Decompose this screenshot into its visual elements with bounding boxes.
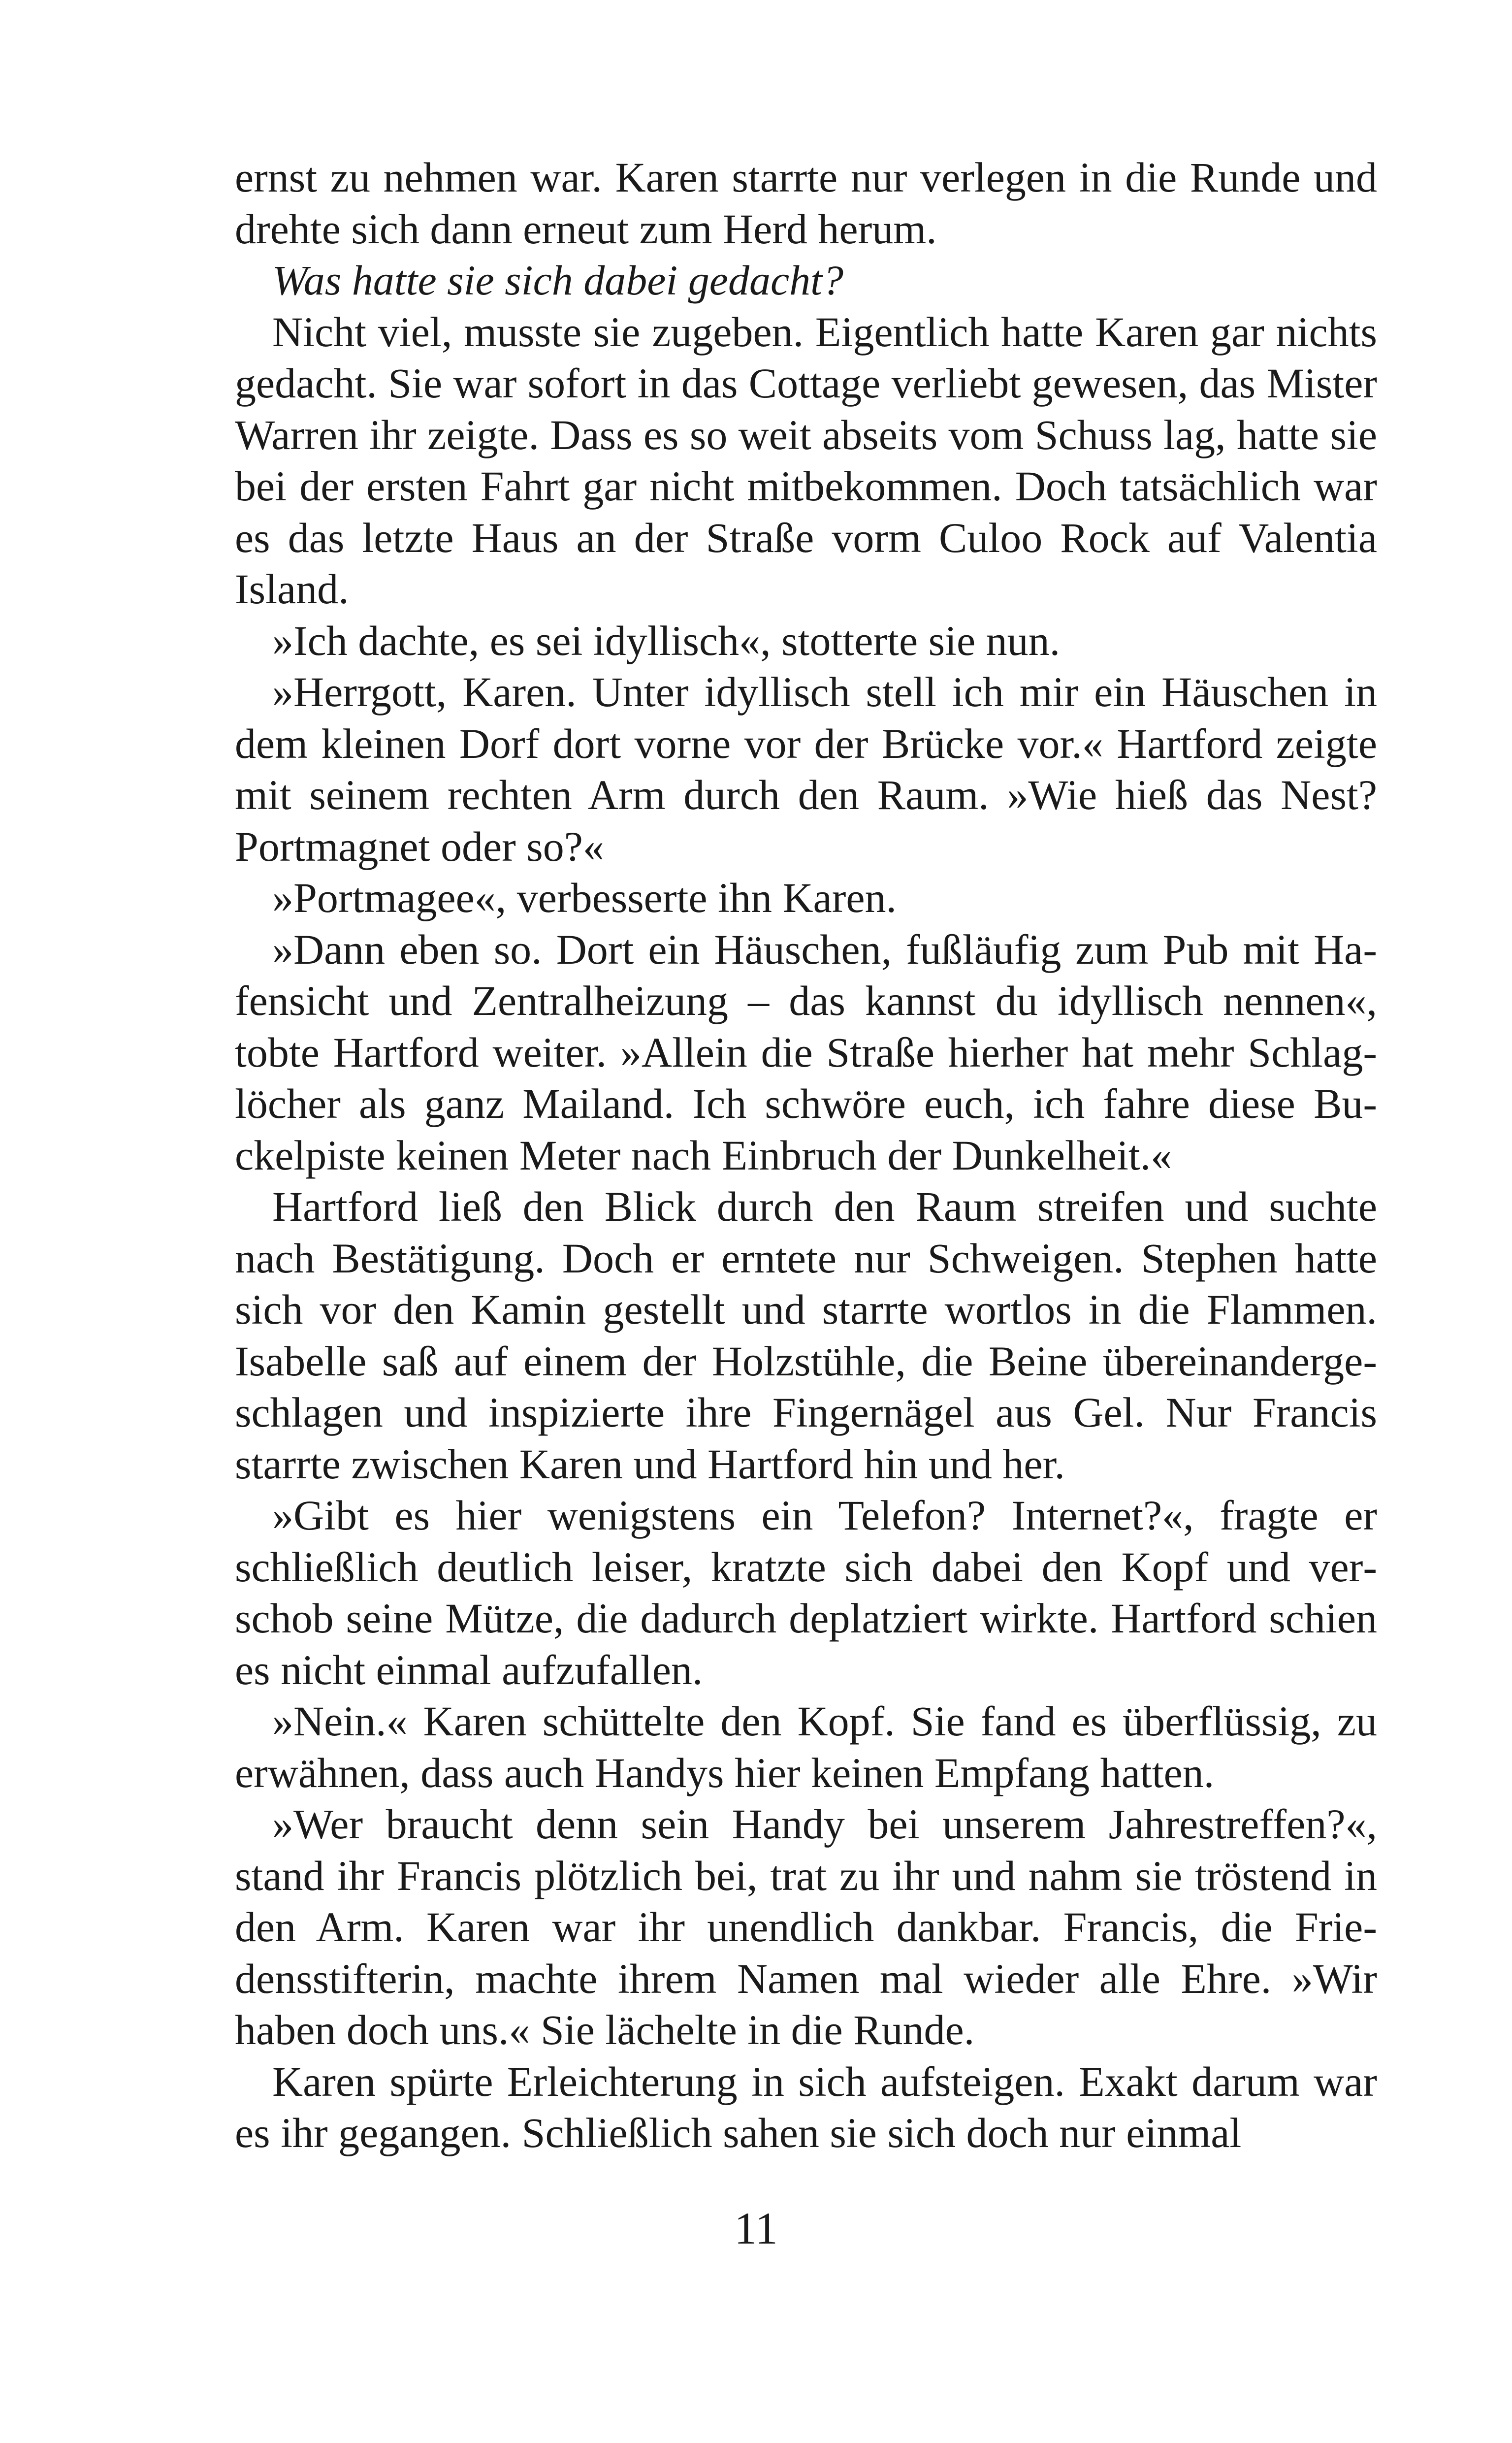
paragraph: »Herrgott, Karen. Unter idyllisch stell ich mir ein Häuschen in dem kleinen Dorf dort vorne vor der Brücke vor.« Hartford zeigte mit seinem rechten Arm durch den Raum. »Wie hieß das Nest? Portmagnet oder so?« [235, 668, 1377, 870]
page-number: 11 [734, 2203, 778, 2253]
paragraph: »Wer braucht denn sein Handy bei unserem Jahrestreffen?«, stand ihr Francis plötzlich bei, trat zu ihr und nahm sie tröstend in den Arm. Karen war ihr unendlich dankbar. Francis, die Friedensstifterin, machte ihrem Namen mal wieder alle Ehre. »Wir haben doch uns.« Sie lächelte in die Runde. [235, 1800, 1377, 2053]
paragraph: »Gibt es hier wenigstens ein Telefon? Internet?«, fragte er schließlich deutlich leiser, kratzte sich dabei den Kopf und verschob seine Mütze, die dadurch deplatziert wirkte. Hartford schien es nicht einmal aufzufallen. [235, 1492, 1377, 1694]
paragraph: »Nein.« Karen schüttelte den Kopf. Sie fand es überflüssig, zu erwähnen, dass auch Handys hier keinen Empfang hatten. [235, 1697, 1377, 1796]
paragraph: »Ich dachte, es sei idyllisch«, stotterte sie nun. [272, 617, 1061, 664]
paragraph: Karen spürte Erleichterung in sich aufsteigen. Exakt darum war es ihr gegangen. Schließlich sahen sie sich doch nur einmal [235, 2057, 1377, 2156]
paragraph: Nicht viel, musste sie zugeben. Eigentlich hatte Karen gar nichts gedacht. Sie war sofort in das Cottage verliebt gewesen, das Mister Warren ihr zeigte. Dass es so weit abseits vom Schuss lag, hatte sie bei der ersten Fahrt gar nicht mitbekommen. Doch tatsächlich war es das letzte Haus an der Straße vorm Culoo Rock auf Valentia Island. [235, 308, 1377, 613]
paragraph: »Dann eben so. Dort ein Häuschen, fußläufig zum Pub mit Hafensicht und Zentralheizung – das kannst du idyllisch nennen«, tobte Hartford weiter. »Allein die Straße hierher hat mehr Schlaglöcher als ganz Mailand. Ich schwöre euch, ich fahre diese Buckelpiste keinen Meter nach Einbruch der Dunkelheit.« [235, 925, 1377, 1179]
paragraph: »Portmagee«, verbesserte ihn Karen. [272, 874, 897, 921]
paragraph: Hartford ließ den Blick durch den Raum streifen und suchte nach Bestätigung. Doch er erntete nur Schweigen. Stephen hatte sich vor den Kamin gestellt und starrte wortlos in die Flammen. Isabelle saß auf einem der Holzstühle, die Beine übereinandergeschlagen und inspizierte ihre Fingernägel aus Gel. Nur Francis starrte zwischen Karen und Hartford hin und her. [235, 1183, 1377, 1488]
paragraph: ernst zu nehmen war. Karen starrte nur verlegen in die Runde und drehte sich dann erneut zum Herd herum. [235, 154, 1377, 253]
body-text [235, 152, 1377, 2159]
paragraph-italic-thought: Was hatte sie sich dabei gedacht? [272, 257, 844, 304]
